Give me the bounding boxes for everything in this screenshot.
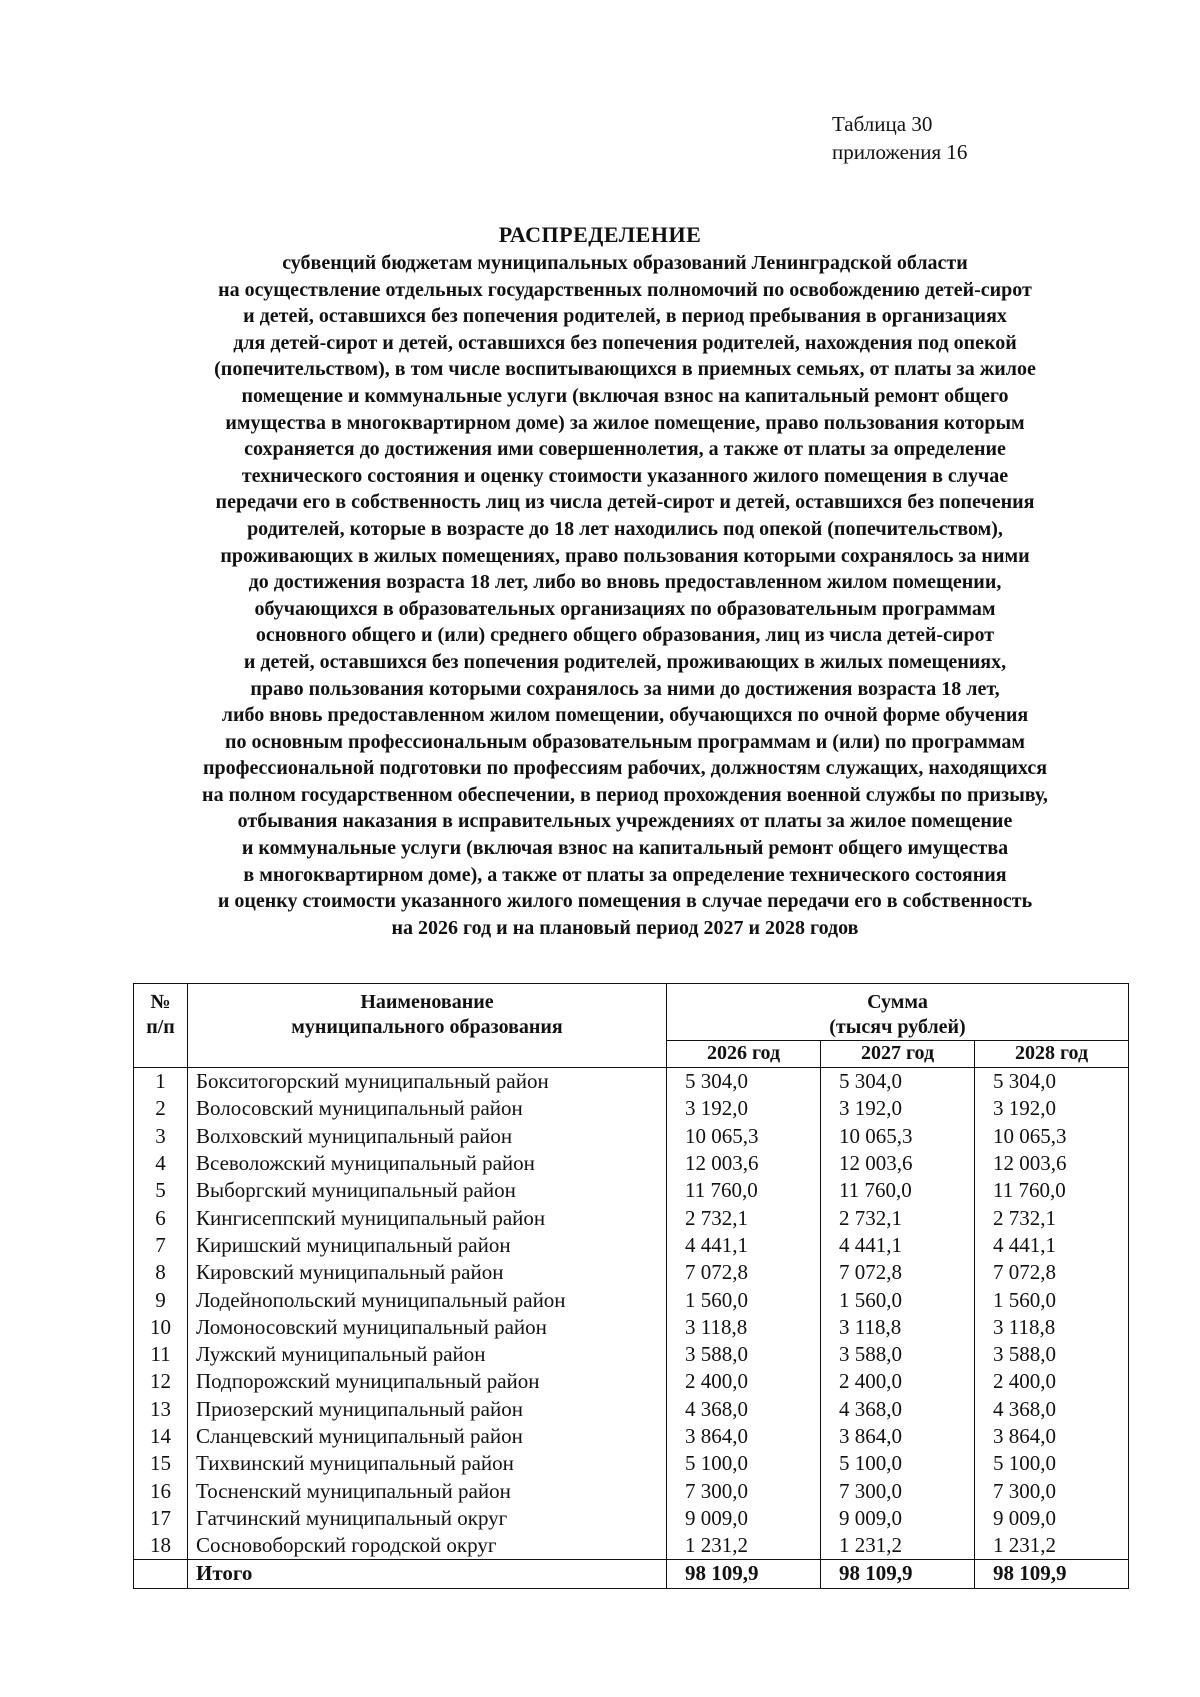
subtitle-line: (попечительством), в том числе воспитывающихся в приемных семьях, от платы за жилое [214,358,1036,381]
row-value-2028: 5 100,0 [975,1450,1129,1477]
table-row [134,1095,1129,1122]
subtitle-line: и оценку стоимости указанного жилого помещения в случае передачи его в собственность [217,890,1033,913]
row-name: Тихвинский муниципальный район [188,1450,667,1477]
row-name: Всеволожский муниципальный район [188,1150,667,1177]
row-name: Лужский муниципальный район [188,1341,667,1368]
table-row [134,1532,1129,1560]
header-sum [667,984,1129,1041]
row-name: Тосненский муниципальный район [188,1477,667,1504]
row-value-2026: 3 118,8 [667,1314,821,1341]
distribution-table [133,983,1129,1589]
header-year-2027: 2027 год [821,1041,975,1068]
row-value-2028: 12 003,6 [975,1150,1129,1177]
row-value-2027: 7 072,8 [821,1259,975,1286]
row-value-2027: 1 231,2 [821,1532,975,1560]
document-subtitle [120,250,1130,941]
row-number: 16 [134,1477,188,1504]
row-number: 8 [134,1259,188,1286]
row-name: Волосовский муниципальный район [188,1095,667,1122]
row-value-2027: 3 192,0 [821,1095,975,1122]
subtitle-line: право пользования которыми сохранялось за ними до достижения возраста 18 лет, [250,677,1000,700]
document-title: РАСПРЕДЕЛЕНИЕ [498,222,702,247]
table-row [134,1123,1129,1150]
subtitle-line: на осуществление отдельных государственных полномочий по освобождению детей-сирот [218,278,1032,301]
row-number: 14 [134,1423,188,1450]
row-number: 12 [134,1368,188,1395]
subtitle-line: и детей, оставшихся без попечения родителей, в период пребывания в организациях [243,305,1007,328]
row-value-2027: 5 304,0 [821,1068,975,1096]
row-value-2028: 3 118,8 [975,1314,1129,1341]
row-value-2028: 1 231,2 [975,1532,1129,1560]
row-number: 17 [134,1505,188,1532]
subtitle-line: и коммунальные услуги (включая взнос на капитальный ремонт общего имущества [241,837,1009,860]
row-value-2026: 3 588,0 [667,1341,821,1368]
row-number: 6 [134,1204,188,1231]
row-value-2028: 4 441,1 [975,1232,1129,1259]
row-name: Лодейнопольский муниципальный район [188,1286,667,1313]
header-number-line1: № [150,991,171,1013]
row-value-2028: 1 560,0 [975,1286,1129,1313]
row-value-2027: 4 368,0 [821,1396,975,1423]
row-value-2026: 7 072,8 [667,1259,821,1286]
row-value-2026: 1 560,0 [667,1286,821,1313]
subtitle-line: на полном государственном обеспечении, в период прохождения военной службы по призыву, [202,783,1048,806]
row-value-2027: 11 760,0 [821,1177,975,1204]
row-value-2027: 4 441,1 [821,1232,975,1259]
table-row [134,1259,1129,1286]
row-name: Сланцевский муниципальный район [188,1423,667,1450]
row-number: 5 [134,1177,188,1204]
row-value-2028: 2 400,0 [975,1368,1129,1395]
row-number: 9 [134,1286,188,1313]
subtitle-line: в многоквартирном доме), а также от платы за определение технического состояния [243,863,1007,886]
subtitle-line: сохраняется до достижения ими совершеннолетия, а также от платы за определение [244,438,1006,461]
subtitle-line: и детей, оставшихся без попечения родителей, проживающих в жилых помещениях, [243,650,1007,673]
table-row [134,1505,1129,1532]
header-year-2026: 2026 год [667,1041,821,1068]
subtitle-line: технического состояния и оценку стоимости указанного жилого помещения в случае [241,464,1009,487]
row-value-2028: 5 304,0 [975,1068,1129,1096]
row-value-2027: 10 065,3 [821,1123,975,1150]
header-name-line1: Наименование [360,991,494,1013]
row-value-2026: 1 231,2 [667,1532,821,1560]
header-name [188,984,667,1068]
table-row [134,1286,1129,1313]
row-value-2026: 5 304,0 [667,1068,821,1096]
total-value-2027: 98 109,9 [821,1560,975,1588]
row-value-2028: 9 009,0 [975,1505,1129,1532]
row-number: 4 [134,1150,188,1177]
row-value-2027: 9 009,0 [821,1505,975,1532]
row-value-2028: 2 732,1 [975,1204,1129,1231]
subtitle-line: либо вновь предоставленном жилом помещении, обучающихся по очной форме обучения [221,704,1029,727]
row-number: 13 [134,1396,188,1423]
row-value-2028: 7 300,0 [975,1477,1129,1504]
subtitle-line: отбывания наказания в исправительных учреждениях от платы за жилое помещение [237,810,1013,833]
header-number-line2: п/п [146,1016,175,1038]
row-number: 18 [134,1532,188,1560]
row-number: 2 [134,1095,188,1122]
table-total-row [134,1560,1129,1588]
row-value-2026: 2 732,1 [667,1204,821,1231]
row-value-2027: 2 732,1 [821,1204,975,1231]
subtitle-line: по основным профессиональным образовательным программам и (или) по программам [224,730,1026,753]
total-value-2028: 98 109,9 [975,1560,1129,1588]
row-value-2028: 7 072,8 [975,1259,1129,1286]
row-number: 15 [134,1450,188,1477]
row-value-2028: 3 864,0 [975,1423,1129,1450]
header-sum-line2: (тысяч рублей) [829,1016,966,1038]
row-name: Сосновоборский городской округ [188,1532,667,1560]
row-name: Кировский муниципальный район [188,1259,667,1286]
header-number [134,984,188,1068]
row-value-2026: 12 003,6 [667,1150,821,1177]
row-value-2026: 3 864,0 [667,1423,821,1450]
row-value-2026: 11 760,0 [667,1177,821,1204]
row-name: Кингисеппский муниципальный район [188,1204,667,1231]
table-header-row [134,984,1129,1041]
row-value-2028: 4 368,0 [975,1396,1129,1423]
row-value-2026: 4 368,0 [667,1396,821,1423]
table-row [134,1314,1129,1341]
table-number: Таблица 30 [832,112,933,136]
table-row [134,1150,1129,1177]
row-number: 7 [134,1232,188,1259]
row-number: 10 [134,1314,188,1341]
row-value-2026: 3 192,0 [667,1095,821,1122]
total-number [134,1560,188,1588]
table-reference [832,110,967,166]
subtitle-line: передачи его в собственность лиц из числа детей-сирот и детей, оставшихся без попечения [215,491,1035,514]
row-value-2027: 3 588,0 [821,1341,975,1368]
row-name: Бокситогорский муниципальный район [188,1068,667,1096]
row-value-2028: 3 192,0 [975,1095,1129,1122]
row-value-2026: 9 009,0 [667,1505,821,1532]
subtitle-line: субвенций бюджетам муниципальных образований Ленинградской области [282,252,968,274]
row-name: Выборгский муниципальный район [188,1177,667,1204]
subtitle-line: обучающихся в образовательных организациях по образовательным программам [254,597,996,620]
row-value-2027: 3 118,8 [821,1314,975,1341]
row-value-2028: 3 588,0 [975,1341,1129,1368]
row-value-2028: 10 065,3 [975,1123,1129,1150]
row-value-2026: 4 441,1 [667,1232,821,1259]
row-value-2027: 3 864,0 [821,1423,975,1450]
row-value-2027: 12 003,6 [821,1150,975,1177]
row-name: Гатчинский муниципальный округ [188,1505,667,1532]
table-row [134,1450,1129,1477]
table-row [134,1232,1129,1259]
row-name: Подпорожский муниципальный район [188,1368,667,1395]
subtitle-line: для детей-сирот и детей, оставшихся без попечения родителей, нахождения под опекой [233,331,1017,354]
subtitle-line: проживающих в жилых помещениях, право пользования которыми сохранялось за ними [220,544,1030,567]
table-row [134,1068,1129,1096]
row-value-2027: 5 100,0 [821,1450,975,1477]
header-year-2028: 2028 год [975,1041,1129,1068]
table-row [134,1204,1129,1231]
row-value-2026: 5 100,0 [667,1450,821,1477]
subtitle-line: профессиональной подготовки по профессиям рабочих, должностям служащих, находящихся [202,757,1048,780]
row-name: Приозерский муниципальный район [188,1396,667,1423]
total-value-2026: 98 109,9 [667,1560,821,1588]
header-name-line2: муниципального образования [291,1016,563,1038]
row-name: Волховский муниципальный район [188,1123,667,1150]
row-value-2026: 10 065,3 [667,1123,821,1150]
table-row [134,1423,1129,1450]
row-number: 3 [134,1123,188,1150]
appendix-number: приложения 16 [832,140,968,164]
row-value-2027: 2 400,0 [821,1368,975,1395]
table-row [134,1396,1129,1423]
table-row [134,1177,1129,1204]
table-row [134,1368,1129,1395]
row-value-2027: 7 300,0 [821,1477,975,1504]
subtitle-line: на 2026 год и на плановый период 2027 и 2028 годов [391,916,859,939]
row-number: 1 [134,1068,188,1096]
subtitle-line: родителей, которые в возрасте до 18 лет находились под опекой (попечительством), [247,517,1003,540]
row-value-2027: 1 560,0 [821,1286,975,1313]
row-name: Киришский муниципальный район [188,1232,667,1259]
row-name: Ломоносовский муниципальный район [188,1314,667,1341]
total-label: Итого [188,1560,667,1588]
subtitle-line: помещение и коммунальные услуги (включая взнос на капитальный ремонт общего [241,384,1009,407]
table-row [134,1341,1129,1368]
row-value-2026: 7 300,0 [667,1477,821,1504]
subtitle-line: до достижения возраста 18 лет, либо во вновь предоставленном жилом помещении, [248,571,1002,594]
row-value-2028: 11 760,0 [975,1177,1129,1204]
subtitle-line: имущества в многоквартирном доме) за жилое помещение, право пользования которым [225,411,1025,434]
row-number: 11 [134,1341,188,1368]
subtitle-line: основного общего и (или) среднего общего образования, лиц из числа детей-сирот [255,624,995,647]
table-row [134,1477,1129,1504]
header-sum-line1: Сумма [867,991,928,1013]
row-value-2026: 2 400,0 [667,1368,821,1395]
